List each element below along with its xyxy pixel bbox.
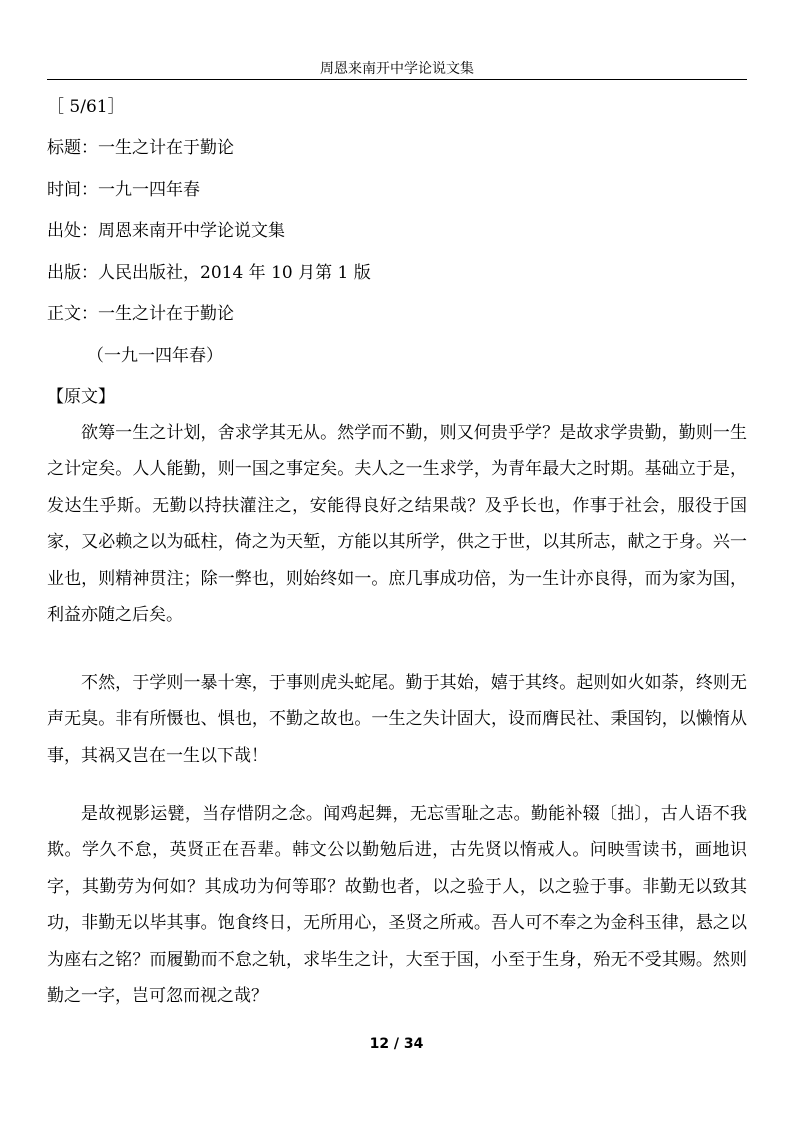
- time-line: 时间：一九一四年春: [47, 180, 200, 200]
- page-number: 12 / 34: [369, 1036, 424, 1052]
- body-title-line: 正文：一生之计在于勤论: [47, 304, 234, 324]
- paragraph-2: 不然，于学则一暴十寒，于事则虎头蛇尾。勤于其始，嬉于其终。起则如火如荼，终则无声无臭。非有所慑也、惧也，不勤之故也。一生之失计固大，设而膺民社、秉国钧，以懒惰从事，其祸又岂在一生以下哉！: [47, 673, 747, 766]
- source-line: 出处：周恩来南开中学论说文集: [47, 221, 285, 241]
- publish-line: 出版：人民出版社，2014 年 10 月第 1 版: [47, 263, 371, 283]
- header-rule: [47, 79, 747, 80]
- paragraph-1: 欲筹一生之计划，舍求学其无从。然学而不勤，则又何贵乎学？是故求学贵勤，勤则一生之计定矣。人人能勤，则一国之事定矣。夫人之一生求学，为青年最大之时期。基础立于是，发达生乎斯。无勤以持扶灌注之，安能得良好之结果哉？及乎长也，作事于社会，服役于国家，又必赖之以为砥柱，倚之为天堑，方能以其所学，供之于世，以其所志，献之于身。兴一业也，则精神贯注；除一弊也，则始终如一。庶几事成功倍，为一生计亦良得，而为家为国，利益亦随之后矣。: [47, 423, 747, 626]
- entry-index: ［ 5/61］: [47, 97, 125, 117]
- running-header: 周恩来南开中学论说文集: [320, 61, 474, 77]
- paragraph-3: 是故视影运甓，当存惜阴之念。闻鸡起舞，无忘雪耻之志。勤能补辍〔拙〕，古人语不我欺。学久不怠，英贤正在吾辈。韩文公以勤勉后进，古先贤以惰戒人。问映雪读书，画地识字，其勤劳为何如？其成功为何等耶？故勤也者，以之验于人，以之验于事。非勤无以致其功，非勤无以毕其事。饱食终日，无所用心，圣贤之所戒。吾人可不奉之为金科玉律，悬之以为座右之铭？而履勤而不怠之轨，求毕生之计，大至于国，小至于生身，殆无不受其赐。然则勤之一字，岂可忽而视之哉？: [47, 804, 747, 1007]
- section-label: 【原文】: [47, 387, 115, 407]
- title-line: 标题：一生之计在于勤论: [47, 138, 234, 158]
- date-line: （一九一四年春）: [87, 346, 223, 366]
